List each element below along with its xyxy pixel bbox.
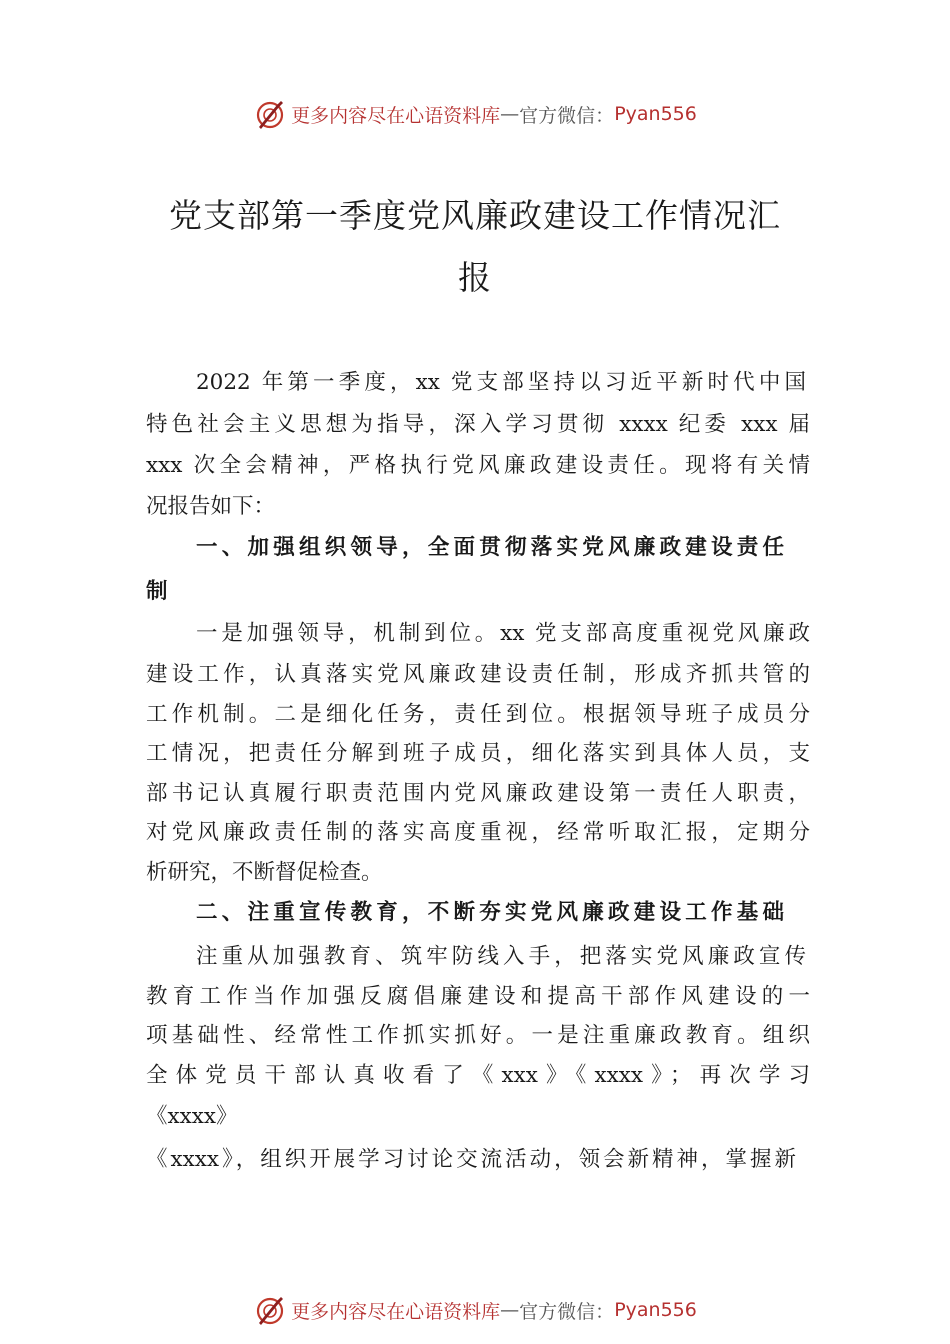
- section-heading: 一、加强组织领导，全面贯彻落实党风廉政建设责任: [196, 535, 784, 560]
- title-line: 报: [458, 258, 492, 297]
- pen-logo-icon: [253, 97, 287, 131]
- section-heading: 制: [146, 579, 168, 604]
- paragraph-line: 全体党员干部认真收看了《xxx》《xxxx》；再次学习: [146, 1063, 810, 1088]
- document-title: [140, 185, 810, 309]
- banner-promo-text: 更多内容尽在心语资料库: [291, 1300, 501, 1323]
- title-line: 党支部第一季度党风廉政建设工作情况汇: [169, 196, 781, 235]
- banner-wechat-label: 官方微信：: [519, 1300, 615, 1323]
- paragraph-line: 2022 年第一季度，xx 党支部坚持以习近平新时代中国: [196, 370, 806, 395]
- paragraph-line: 况报告如下：: [146, 494, 276, 519]
- paragraph-line: 特色社会主义思想为指导，深入学习贯彻 xxxx 纪委 xxx 届: [146, 412, 810, 437]
- paragraph-line: 注重从加强教育、筑牢防线入手，把落实党风廉政宣传: [196, 944, 806, 969]
- banner-promo-text: 更多内容尽在心语资料库: [291, 104, 501, 127]
- paragraph-line: 对党风廉政责任制的落实高度重视，经常听取汇报，定期分: [146, 820, 810, 845]
- paragraph-line: 《xxxx》: [146, 1104, 238, 1129]
- paragraph-line: 析研究，不断督促检查。: [146, 860, 383, 885]
- banner-wechat-id: Pyan556: [614, 103, 697, 125]
- pen-logo-icon: [253, 1293, 287, 1327]
- banner-dash: —: [500, 103, 520, 125]
- banner-dash: —: [500, 1299, 520, 1321]
- paragraph-line: 部书记认真履行职责范围内党风廉政建设第一责任人职责，: [146, 781, 810, 806]
- banner-wechat-id: Pyan556: [614, 1299, 697, 1321]
- paragraph-line: 项基础性、经常性工作抓实抓好。一是注重廉政教育。组织: [146, 1023, 810, 1048]
- banner-wechat-label: 官方微信：: [519, 104, 615, 127]
- paragraph-line: 工情况，把责任分解到班子成员，细化落实到具体人员，支: [146, 741, 810, 766]
- paragraph-line: xxx 次全会精神，严格执行党风廉政建设责任。现将有关情: [146, 453, 810, 478]
- paragraph-line: 一是加强领导，机制到位。xx 党支部高度重视党风廉政: [196, 621, 810, 646]
- paragraph-line: 建设工作，认真落实党风廉政建设责任制，形成齐抓共管的: [146, 662, 810, 687]
- footer-watermark-banner: [0, 1290, 950, 1330]
- paragraph-line: 《xxxx》，组织开展学习讨论交流活动，领会新精神，掌握新: [146, 1147, 796, 1172]
- section-heading: 二、注重宣传教育，不断夯实党风廉政建设工作基础: [196, 900, 784, 925]
- header-watermark-banner: [0, 94, 950, 134]
- paragraph-line: 教育工作当作加强反腐倡廉建设和提高干部作风建设的一: [146, 984, 810, 1009]
- paragraph-line: 工作机制。二是细化任务，责任到位。根据领导班子成员分: [146, 702, 810, 727]
